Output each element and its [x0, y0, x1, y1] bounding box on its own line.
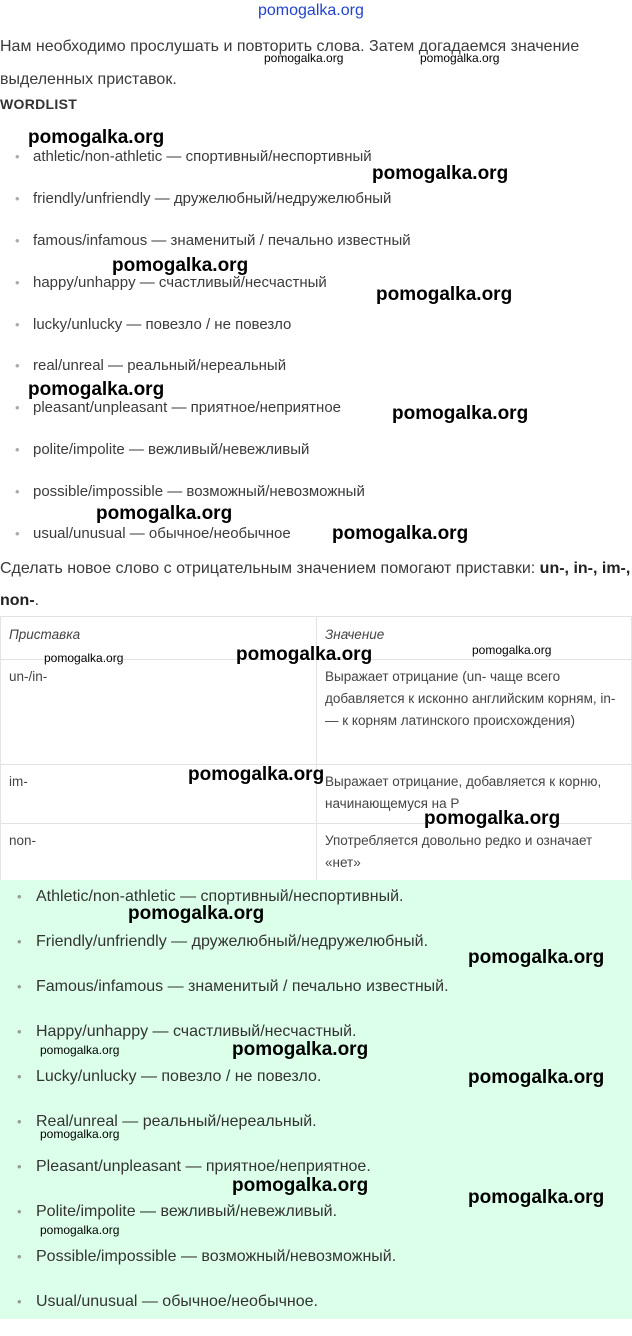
list-item: • Usual/unusual — обычное/необычное. [0, 1291, 632, 1336]
wordlist [0, 145, 632, 564]
list-item: • Polite/impolite — вежливый/невежливый. [0, 1201, 632, 1246]
list-item: • lucky/unlucky — повезло / не повезло [0, 313, 632, 355]
list-item: • usual/unusual — обычное/необычное [0, 522, 632, 564]
list-item: • famous/infamous — знаменитый / печально известный [0, 229, 632, 271]
rule-text [0, 553, 632, 617]
list-item: • friendly/unfriendly — дружелюбный/недружелюбный [0, 187, 632, 229]
watermark: pomogalka.org [40, 1223, 120, 1237]
list-item: • Possible/impossible — возможный/невозможный. [0, 1246, 632, 1291]
watermark: pomogalka.org [112, 255, 249, 276]
table-cell: Употребляется довольно редко и означает «нет» [317, 824, 632, 883]
watermark: pomogalka.org [128, 903, 265, 924]
watermark: pomogalka.org [424, 808, 561, 829]
list-item: • Real/unreal — реальный/нереальный. [0, 1111, 632, 1156]
list-item: • Friendly/unfriendly — дружелюбный/недружелюбный. [0, 931, 632, 976]
watermark: pomogalka.org [472, 643, 552, 657]
table-cell: Выражает отрицание (un- чаще всего добавляется к исконно английским корням, in- — к корням латинского происхождения) [317, 660, 632, 765]
list-item: • real/unreal — реальный/нереальный [0, 354, 632, 396]
watermark: pomogalka.org [40, 1043, 120, 1057]
table-cell: un-/in- [1, 660, 317, 765]
watermark: pomogalka.org [264, 51, 344, 65]
table-row [1, 660, 632, 765]
watermark: pomogalka.org [40, 1127, 120, 1141]
watermark: pomogalka.org [96, 503, 233, 524]
watermark: pomogalka.org [28, 379, 165, 400]
table-cell: non- [1, 824, 317, 883]
list-item: • possible/impossible — возможный/невозможный [0, 480, 632, 522]
wordlist-heading: WORDLIST [0, 96, 78, 112]
rule-prefixes: un-, in-, im-, non- [0, 560, 631, 609]
list-item: • Athletic/non-athletic — спортивный/неспортивный. [0, 886, 632, 931]
table-cell: im- [1, 765, 317, 824]
watermark: pomogalka.org [468, 1187, 605, 1208]
watermark: pomogalka.org [28, 127, 165, 148]
watermark: pomogalka.org [236, 644, 373, 665]
table-header: Значение [317, 617, 632, 660]
list-item: • athletic/non-athletic — спортивный/неспортивный [0, 145, 632, 187]
list-item: • polite/impolite — вежливый/невежливый [0, 438, 632, 480]
watermark: pomogalka.org [468, 1067, 605, 1088]
watermark: pomogalka.org [468, 947, 605, 968]
table-row [1, 824, 632, 883]
watermark: pomogalka.org [232, 1039, 369, 1060]
list-item: • happy/unhappy — счастливый/несчастный [0, 271, 632, 313]
list-item: • Famous/infamous — знаменитый / печально известный. [0, 976, 632, 1021]
watermark: pomogalka.org [188, 764, 325, 785]
watermark: pomogalka.org [392, 403, 529, 424]
list-item: • pleasant/unpleasant — приятное/неприятное [0, 396, 632, 438]
table-cell: Выражает отрицание, добавляется к корню, начинающемуся на P [317, 765, 632, 824]
intro-text: Нам необходимо прослушать и повторить слова. Затем догадаемся значение выделенных приставок. [0, 38, 580, 88]
watermark: pomogalka.org [232, 1175, 369, 1196]
list-item: • Lucky/unlucky — повезло / не повезло. [0, 1066, 632, 1111]
rule-end: . [34, 592, 40, 609]
rule-body: Сделать новое слово с отрицательным значением помогают приставки: [0, 560, 540, 577]
list-item: • Happy/unhappy — счастливый/несчастный. [0, 1021, 632, 1066]
watermark: pomogalka.org [332, 523, 469, 544]
watermark-link[interactable]: pomogalka.org [258, 2, 364, 19]
watermark: pomogalka.org [420, 51, 500, 65]
table-header: Приставка [1, 617, 317, 660]
watermark: pomogalka.org [376, 284, 513, 305]
watermark: pomogalka.org [44, 651, 124, 665]
list-item: • Pleasant/unpleasant — приятное/неприятное. [0, 1156, 632, 1201]
watermark: pomogalka.org [372, 163, 509, 184]
